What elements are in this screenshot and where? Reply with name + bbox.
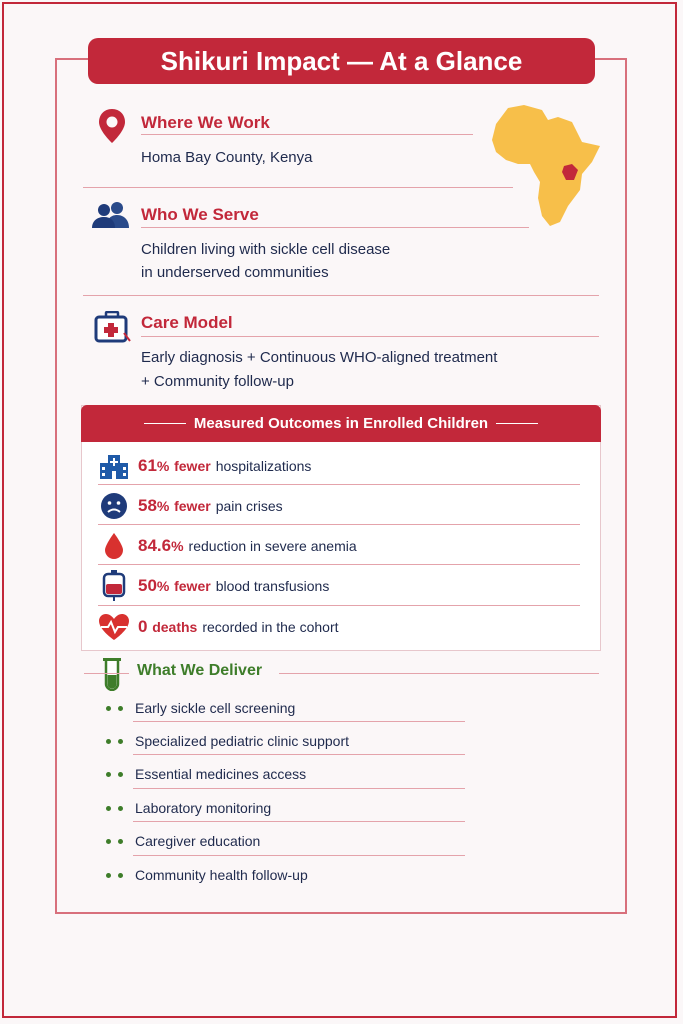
outcome-text: reduction in severe anemia <box>188 538 357 554</box>
divider <box>141 227 529 228</box>
deliver-item <box>106 831 260 851</box>
bullet-dots-icon <box>106 772 123 777</box>
outcome-unit: % <box>171 538 184 554</box>
outcome-text: hospitalizations <box>215 458 312 474</box>
divider <box>98 564 580 565</box>
test-tube-icon <box>101 657 123 691</box>
deliver-item-label: Specialized pediatric clinic support <box>135 733 349 749</box>
page-title: Shikuri Impact — At a Glance <box>88 38 595 84</box>
outcome-emph: fewer <box>174 498 211 514</box>
deliver-item-label: Essential medicines access <box>135 766 307 782</box>
outcome-emph: fewer <box>174 578 211 594</box>
divider <box>84 673 129 674</box>
bullet-dots-icon <box>106 806 123 811</box>
header-line-left <box>144 423 186 424</box>
deliver-item <box>106 698 295 718</box>
deliver-item-label: Early sickle cell screening <box>135 700 296 716</box>
outcome-text: pain crises <box>215 498 283 514</box>
outcome-value: 84.6 <box>138 536 172 555</box>
outcome-row <box>98 528 357 564</box>
blood-drop-icon <box>98 531 130 561</box>
outcomes-header <box>81 405 601 442</box>
care-line-2: + Community follow-up <box>141 373 294 390</box>
outcome-row <box>98 568 329 604</box>
divider <box>133 788 465 789</box>
section-divider <box>83 295 599 296</box>
bullet-dots-icon <box>106 706 123 711</box>
divider <box>98 484 580 485</box>
hospital-icon <box>98 451 130 481</box>
outcome-row <box>98 609 339 645</box>
deliver-item <box>106 798 271 818</box>
medical-kit-icon <box>94 311 132 345</box>
divider <box>141 336 599 337</box>
divider <box>98 605 580 606</box>
bullet-dots-icon <box>106 739 123 744</box>
outcome-row <box>98 488 283 524</box>
sad-face-icon <box>98 491 130 521</box>
who-line-1: Children living with sickle cell disease <box>141 241 391 258</box>
deliver-item <box>106 764 306 784</box>
where-heading: Where We Work <box>141 113 270 132</box>
outcome-text: recorded in the cohort <box>202 619 339 635</box>
deliver-item <box>106 865 308 885</box>
outcome-unit: % <box>156 578 170 594</box>
deliver-item-label: Caregiver education <box>135 833 261 849</box>
outcome-value: 58 <box>138 496 157 515</box>
outcome-value: 50 <box>138 576 157 595</box>
deliver-heading: What We Deliver <box>137 662 263 679</box>
header-line-right <box>496 423 538 424</box>
divider <box>133 721 465 722</box>
bullet-dots-icon <box>106 873 123 878</box>
outcome-emph: fewer <box>174 458 211 474</box>
divider <box>133 821 465 822</box>
outcome-unit: % <box>156 498 170 514</box>
outcome-emph: deaths <box>152 619 198 635</box>
people-icon <box>91 200 131 228</box>
outcome-value: 0 <box>138 617 148 636</box>
outcome-value: 61 <box>138 456 157 475</box>
deliver-item-label: Community health follow-up <box>135 867 308 883</box>
outcomes-heading: Measured Outcomes in Enrolled Children <box>193 415 489 432</box>
africa-map-icon <box>488 102 604 230</box>
section-divider <box>83 187 513 188</box>
care-line-1: Early diagnosis + Continuous WHO-aligned treatment <box>141 349 498 366</box>
who-heading: Who We Serve <box>141 205 259 224</box>
divider <box>133 754 465 755</box>
divider <box>133 855 465 856</box>
divider <box>98 524 580 525</box>
outcome-row <box>98 448 311 484</box>
outcome-text: blood transfusions <box>215 578 330 594</box>
location-pin-icon <box>98 108 126 144</box>
blood-bag-icon <box>98 571 130 601</box>
deliver-item <box>106 731 349 751</box>
divider <box>279 673 599 674</box>
divider <box>141 134 473 135</box>
deliver-item-label: Laboratory monitoring <box>135 800 272 816</box>
care-heading: Care Model <box>141 313 233 332</box>
outcome-unit: % <box>156 458 170 474</box>
where-text: Homa Bay County, Kenya <box>141 149 313 166</box>
bullet-dots-icon <box>106 839 123 844</box>
who-line-2: in underserved communities <box>141 264 329 281</box>
heartbeat-icon <box>98 612 130 642</box>
